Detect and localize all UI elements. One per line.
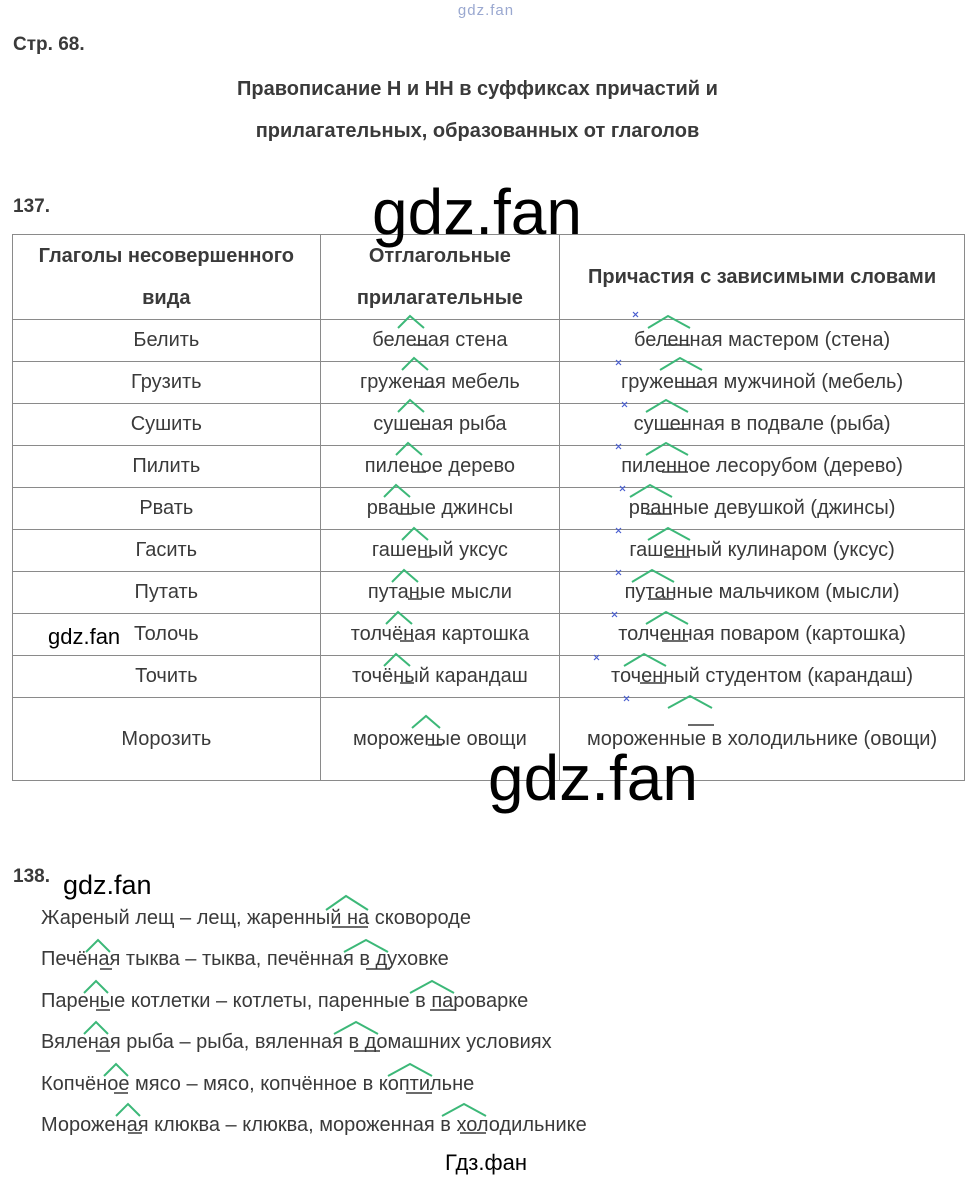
watermark-large: gdz.fan [488, 742, 698, 814]
exercise-138-number: 138. [13, 866, 50, 887]
header-verbs: Глаголы несовершенного вида [13, 235, 321, 320]
verb-cell: Морозить [13, 698, 321, 781]
list-item: Печёная тыква – тыква, печённая в духовке [41, 948, 449, 971]
participle-cell: гашенный кулинаром (уксус) [560, 530, 965, 572]
table-row [13, 404, 965, 446]
exercise-137-table [12, 234, 965, 781]
adjective-cell: мороженые овощи [320, 698, 560, 781]
participle-cell: толченная поваром (картошка) [560, 614, 965, 656]
adjective-cell: толчёная картошка [320, 614, 560, 656]
page-title [0, 68, 955, 152]
table-row [13, 614, 965, 656]
verb-cell: Сушить [13, 404, 321, 446]
page-label: Стр. 68. [13, 34, 85, 55]
participle-cell: мороженные в холодильнике (овощи) [560, 698, 965, 781]
watermark-top: gdz.fan [457, 2, 515, 19]
table-row [13, 362, 965, 404]
title-line-2: прилагательных, образованных от глаголов [255, 120, 700, 142]
exercise-137-number: 137. [13, 196, 50, 217]
title-line-1: Правописание Н и НН в суффиксах причастий и [237, 78, 718, 100]
list-item: Мороженая клюква – клюква, мороженная в холодильнике [41, 1113, 587, 1136]
list-item: Вяленая рыба – рыба, вяленная в домашних условиях [41, 1031, 552, 1054]
table-row [13, 320, 965, 362]
adjective-cell: сушеная рыба [320, 404, 560, 446]
verb-cell: Путать [13, 572, 321, 614]
adjective-cell: гашеный уксус [320, 530, 560, 572]
watermark-small: gdz.fan [48, 624, 121, 649]
verb-cell: Точить [13, 656, 321, 698]
adjective-cell: рваные джинсы [320, 488, 560, 530]
watermark-medium: gdz.fan [63, 870, 152, 900]
table-row [13, 572, 965, 614]
exercise-138-list [41, 900, 587, 1148]
adjective-cell: путаные мысли [320, 572, 560, 614]
footer-watermark: Гдз.фан [445, 1150, 527, 1175]
list-item: Пареные котлетки – котлеты, паренные в пароварке [41, 989, 529, 1012]
adjective-cell: точёный карандаш [320, 656, 560, 698]
header-adjectives: Отглагольные прилагательные [320, 235, 560, 320]
watermark-large: gdz.fan [372, 176, 582, 248]
participle-cell: беленная мастером (стена) [560, 320, 965, 362]
participle-cell: рванные девушкой (джинсы) [560, 488, 965, 530]
participle-cell: путанные мальчиком (мысли) [560, 572, 965, 614]
table-row [13, 488, 965, 530]
participle-cell: пиленное лесорубом (дерево) [560, 446, 965, 488]
header-participles: Причастия с зависимыми словами [560, 235, 965, 320]
verb-cell: Грузить [13, 362, 321, 404]
verb-cell: Толочь [13, 614, 321, 656]
adjective-cell: груженая мебель [320, 362, 560, 404]
verb-cell: Пилить [13, 446, 321, 488]
participle-cell: груженная мужчиной (мебель) [560, 362, 965, 404]
table-row [13, 530, 965, 572]
participle-cell: точенный студентом (карандаш) [560, 656, 965, 698]
adjective-cell: беленая стена [320, 320, 560, 362]
participle-cell: сушенная в подвале (рыба) [560, 404, 965, 446]
verb-cell: Гасить [13, 530, 321, 572]
verb-cell: Рвать [13, 488, 321, 530]
adjective-cell: пиленое дерево [320, 446, 560, 488]
table-row [13, 656, 965, 698]
verb-cell: Белить [13, 320, 321, 362]
table-row [13, 446, 965, 488]
list-item: Жареный лещ – лещ, жаренный на сковороде [41, 907, 471, 929]
list-item: Копчёное мясо – мясо, копчённое в коптильне [41, 1072, 475, 1095]
